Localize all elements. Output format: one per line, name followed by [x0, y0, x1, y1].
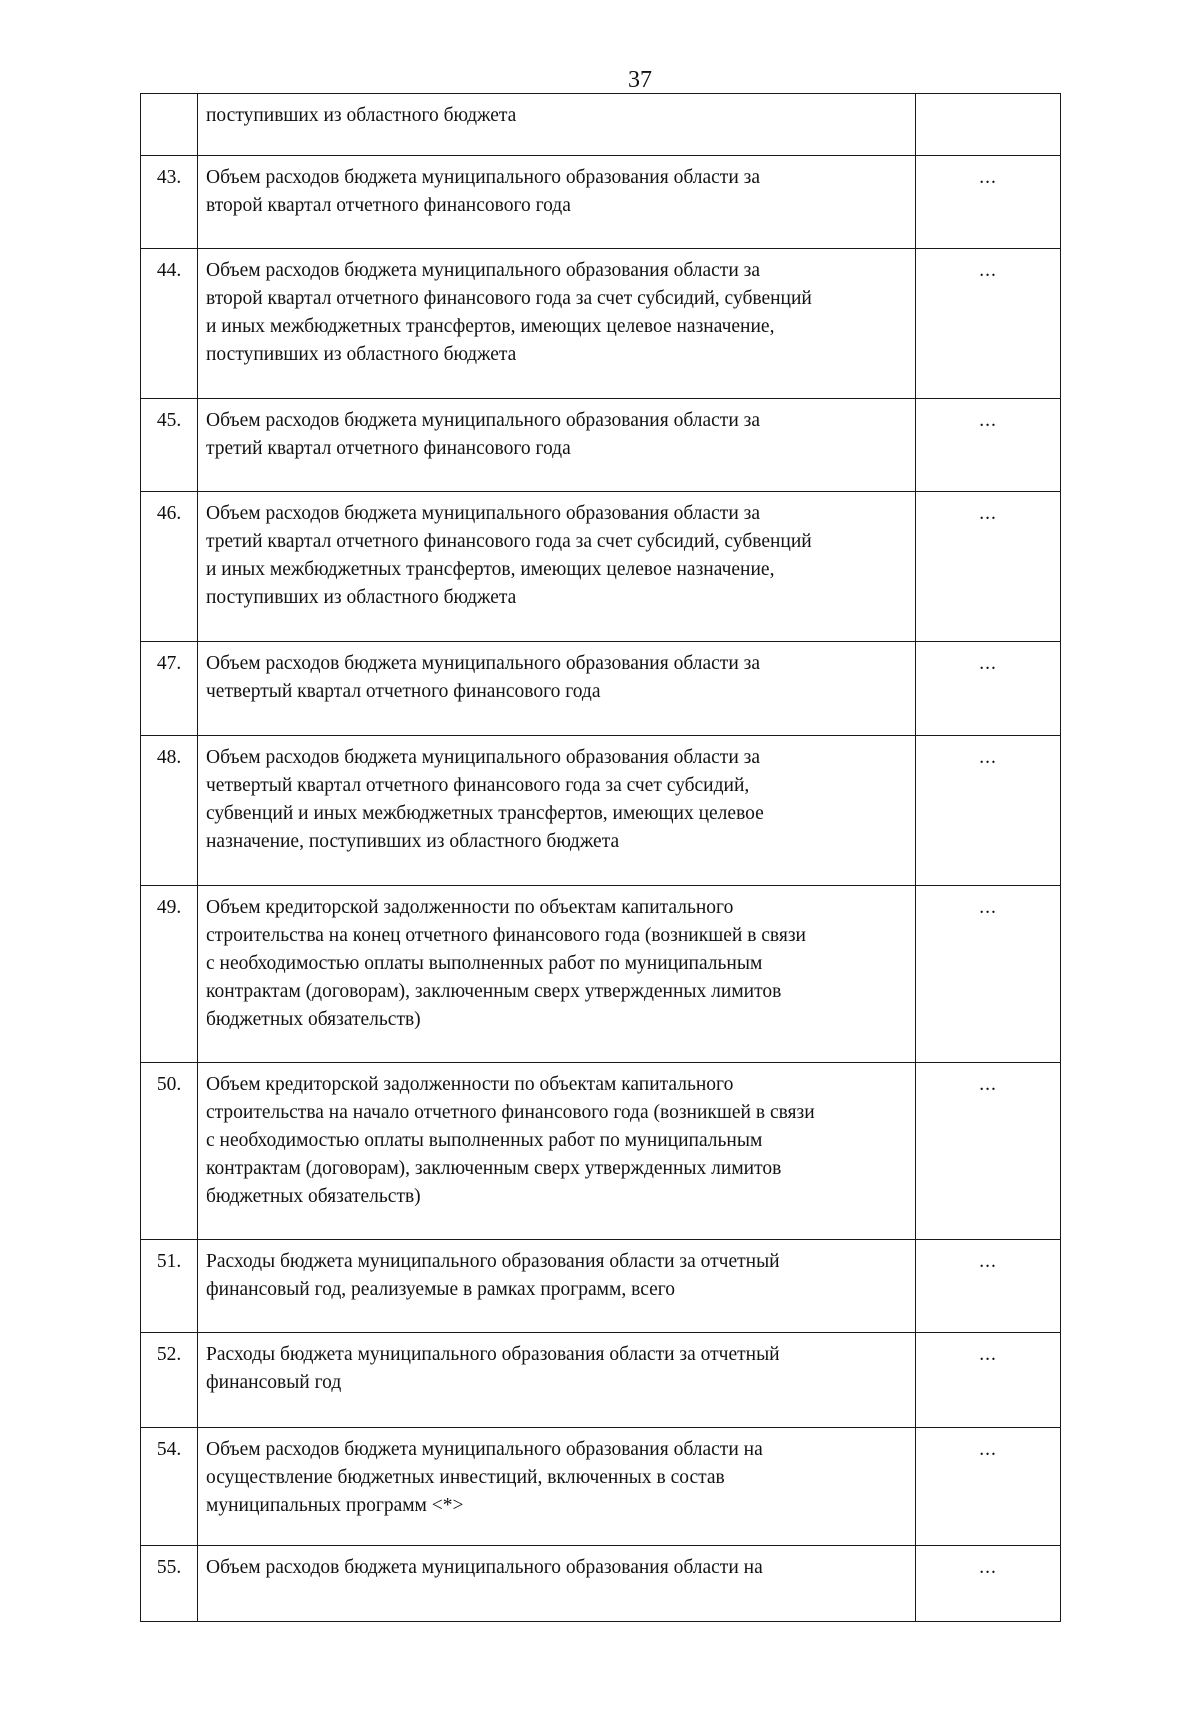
- row-value: ...: [916, 1546, 1061, 1622]
- row-description: Расходы бюджета муниципального образования области за отчетный финансовый год: [198, 1333, 916, 1428]
- row-description: Объем кредиторской задолженности по объектам капитального строительства на начало отчетного финансового года (возникшей в связи с необходимостью оплаты выполненных работ по муниципальным контрактам (договорам), заключенным сверх утвержденных лимитов бюджетных обязательств): [198, 1063, 916, 1240]
- table-row: [141, 249, 1061, 399]
- row-value: ...: [916, 1333, 1061, 1428]
- row-value: ...: [916, 642, 1061, 736]
- row-description: Объем кредиторской задолженности по объектам капитального строительства на конец отчетного финансового года (возникшей в связи с необходимостью оплаты выполненных работ по муниципальным контрактам (договорам), заключенным сверх утвержденных лимитов бюджетных обязательств): [198, 886, 916, 1063]
- row-number: 54.: [141, 1428, 198, 1546]
- row-description: Объем расходов бюджета муниципального образования области на осуществление бюджетных инвестиций, включенных в состав муниципальных программ <*>: [198, 1428, 916, 1546]
- row-description: Объем расходов бюджета муниципального образования области за второй квартал отчетного финансового года: [198, 156, 916, 249]
- row-value: ...: [916, 736, 1061, 886]
- row-number: 47.: [141, 642, 198, 736]
- table-row: [141, 156, 1061, 249]
- row-description: Объем расходов бюджета муниципального образования области за четвертый квартал отчетного финансового года за счет субсидий, субвенций и иных межбюджетных трансфертов, имеющих целевое назначение, поступивших из областного бюджета: [198, 736, 916, 886]
- row-number: 43.: [141, 156, 198, 249]
- row-number: 51.: [141, 1240, 198, 1333]
- row-description: Объем расходов бюджета муниципального образования области за третий квартал отчетного финансового года: [198, 399, 916, 492]
- table-row: [141, 736, 1061, 886]
- page-number: 37: [628, 67, 652, 93]
- row-value: [916, 94, 1061, 156]
- indicators-table-container: [140, 93, 1060, 1622]
- row-number: 52.: [141, 1333, 198, 1428]
- row-description: Объем расходов бюджета муниципального образования области за второй квартал отчетного финансового года за счет субсидий, субвенций и иных межбюджетных трансфертов, имеющих целевое назначение, поступивших из областного бюджета: [198, 249, 916, 399]
- row-description: Объем расходов бюджета муниципального образования области на: [198, 1546, 916, 1622]
- row-value: ...: [916, 1240, 1061, 1333]
- row-value: ...: [916, 249, 1061, 399]
- row-number: 49.: [141, 886, 198, 1063]
- row-number: 55.: [141, 1546, 198, 1622]
- row-value: ...: [916, 492, 1061, 642]
- row-number: 46.: [141, 492, 198, 642]
- row-value: ...: [916, 1428, 1061, 1546]
- row-number: 44.: [141, 249, 198, 399]
- row-value: ...: [916, 886, 1061, 1063]
- table-row: [141, 1240, 1061, 1333]
- row-description: Объем расходов бюджета муниципального образования области за третий квартал отчетного финансового года за счет субсидий, субвенций и иных межбюджетных трансфертов, имеющих целевое назначение, поступивших из областного бюджета: [198, 492, 916, 642]
- table-row: [141, 492, 1061, 642]
- table-row: [141, 1546, 1061, 1622]
- row-value: ...: [916, 399, 1061, 492]
- row-number: [141, 94, 198, 156]
- row-description: Расходы бюджета муниципального образования области за отчетный финансовый год, реализуемые в рамках программ, всего: [198, 1240, 916, 1333]
- row-value: ...: [916, 1063, 1061, 1240]
- table-row: [141, 1428, 1061, 1546]
- indicators-table: [140, 93, 1061, 1622]
- table-row: [141, 94, 1061, 156]
- row-number: 48.: [141, 736, 198, 886]
- table-row: [141, 399, 1061, 492]
- row-description: Объем расходов бюджета муниципального образования области за четвертый квартал отчетного финансового года: [198, 642, 916, 736]
- row-number: 45.: [141, 399, 198, 492]
- row-value: ...: [916, 156, 1061, 249]
- table-row: [141, 642, 1061, 736]
- table-row: [141, 886, 1061, 1063]
- row-number: 50.: [141, 1063, 198, 1240]
- table-row: [141, 1333, 1061, 1428]
- row-description: поступивших из областного бюджета: [198, 94, 916, 156]
- table-row: [141, 1063, 1061, 1240]
